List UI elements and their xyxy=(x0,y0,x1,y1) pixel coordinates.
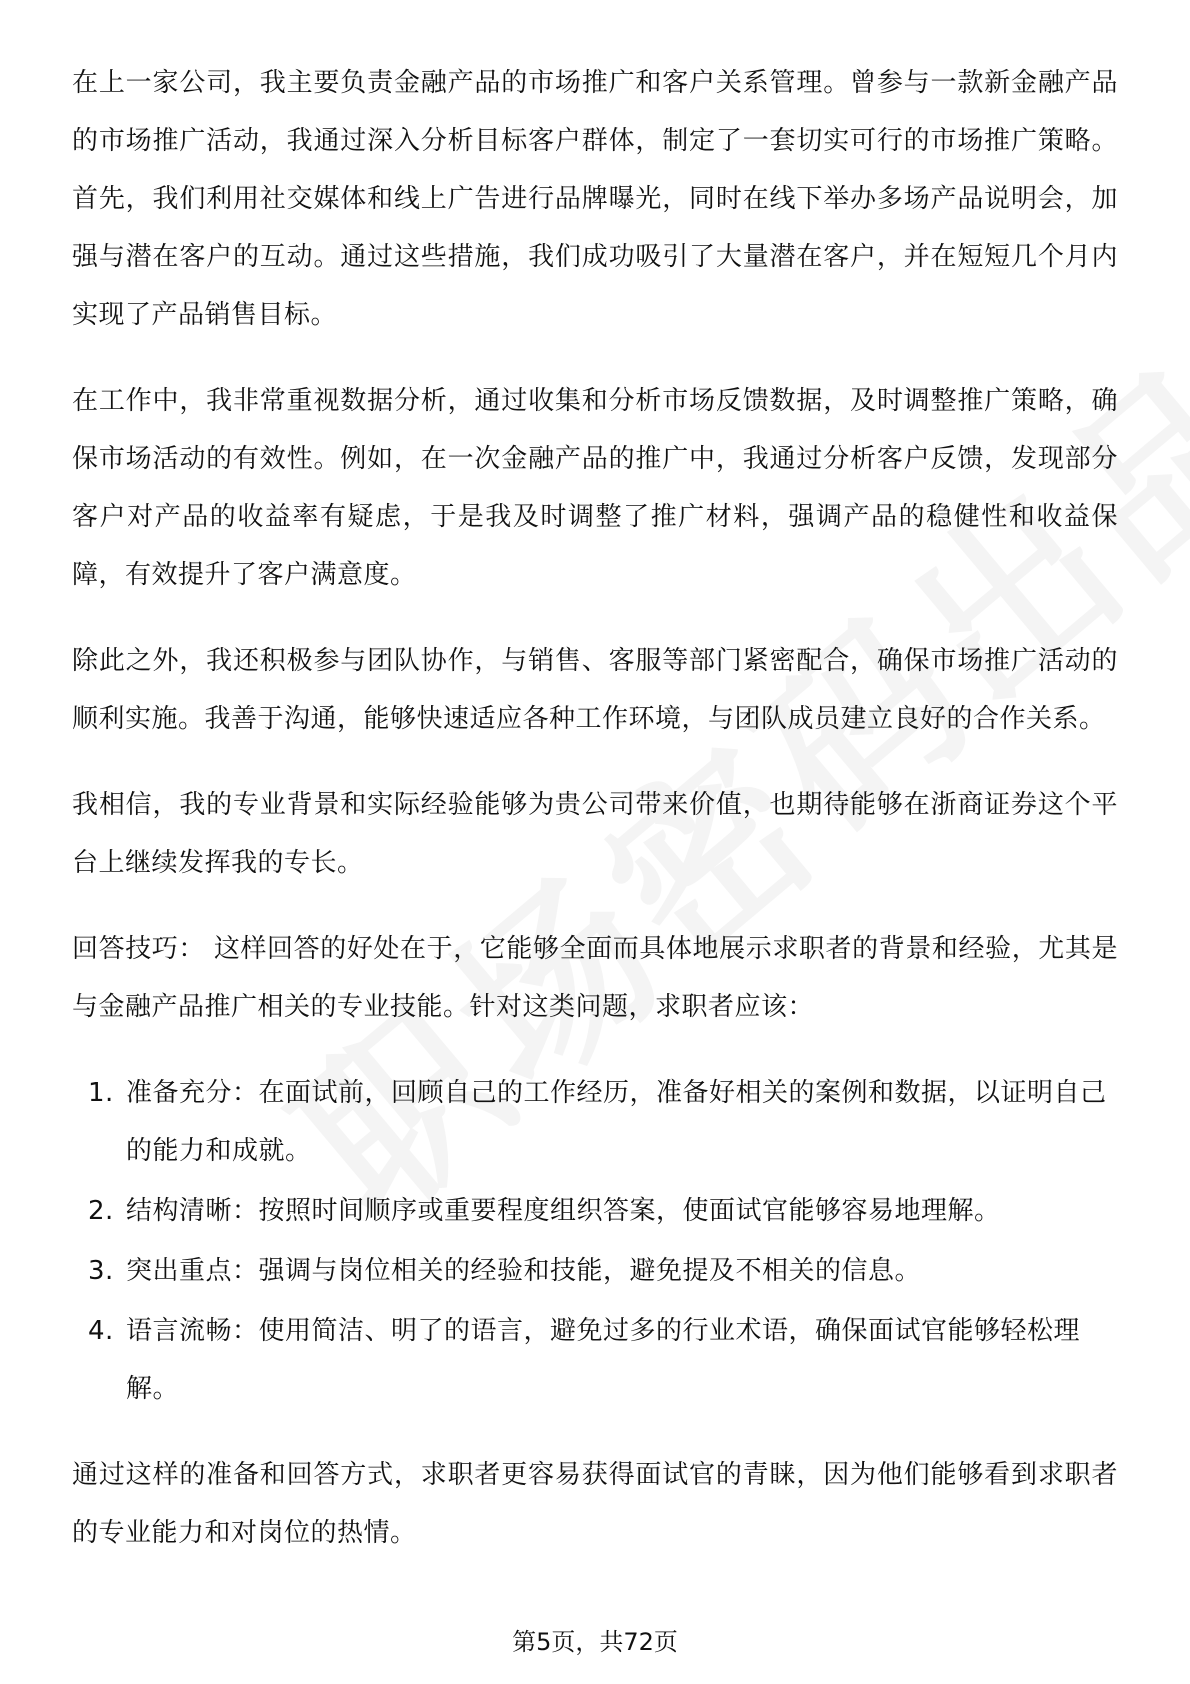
paragraph-conclusion: 通过这样的准备和回答方式，求职者更容易获得面试官的青睐，因为他们能够看到求职者的专业能力和对岗位的热情。 xyxy=(72,1460,1118,1548)
paragraph-teamwork: 除此之外，我还积极参与团队协作，与销售、客服等部门紧密配合，确保市场推广活动的顺利实施。我善于沟通，能够快速适应各种工作环境，与团队成员建立良好的合作关系。 xyxy=(72,646,1118,734)
page-number: 第5页，共72页 xyxy=(512,1628,678,1656)
paragraph-experience: 在上一家公司，我主要负责金融产品的市场推广和客户关系管理。曾参与一款新金融产品的市场推广活动，我通过深入分析目标客户群体，制定了一套切实可行的市场推广策略。首先，我们利用社交媒体和线上广告进行品牌曝光，同时在线下举办多场产品说明会，加强与潜在客户的互动。通过这些措施，我们成功吸引了大量潜在客户，并在短短几个月内实现了产品销售目标。 xyxy=(72,68,1118,330)
list-item xyxy=(72,1064,1118,1180)
list-text: 语言流畅：使用简洁、明了的语言，避免过多的行业术语，确保面试官能够轻松理解。 xyxy=(126,1316,1081,1404)
document-body xyxy=(72,54,1118,1590)
list-number: 1. xyxy=(88,1078,114,1108)
list-item xyxy=(72,1302,1118,1418)
list-item xyxy=(72,1242,1118,1300)
paragraph-closing: 我相信，我的专业背景和实际经验能够为贵公司带来价值，也期待能够在浙商证券这个平台上继续发挥我的专长。 xyxy=(72,790,1118,878)
list-text: 准备充分：在面试前，回顾自己的工作经历，准备好相关的案例和数据，以证明自己的能力和成就。 xyxy=(126,1078,1107,1166)
list-number: 4. xyxy=(88,1316,114,1346)
list-text: 结构清晰：按照时间顺序或重要程度组织答案，使面试官能够容易地理解。 xyxy=(126,1196,1001,1226)
paragraph-data-analysis: 在工作中，我非常重视数据分析，通过收集和分析市场反馈数据，及时调整推广策略，确保市场活动的有效性。例如，在一次金融产品的推广中，我通过分析客户反馈，发现部分客户对产品的收益率有疑虑，于是我及时调整了推广材料，强调产品的稳健性和收益保障，有效提升了客户满意度。 xyxy=(72,386,1118,590)
list-number: 3. xyxy=(88,1256,114,1286)
tips-list xyxy=(72,1064,1118,1418)
list-number: 2. xyxy=(88,1196,114,1226)
list-text: 突出重点：强调与岗位相关的经验和技能，避免提及不相关的信息。 xyxy=(126,1256,922,1286)
list-item xyxy=(72,1182,1118,1240)
paragraph-answer-tips: 回答技巧： 这样回答的好处在于，它能够全面而具体地展示求职者的背景和经验，尤其是与金融产品推广相关的专业技能。针对这类问题，求职者应该： xyxy=(72,934,1118,1022)
